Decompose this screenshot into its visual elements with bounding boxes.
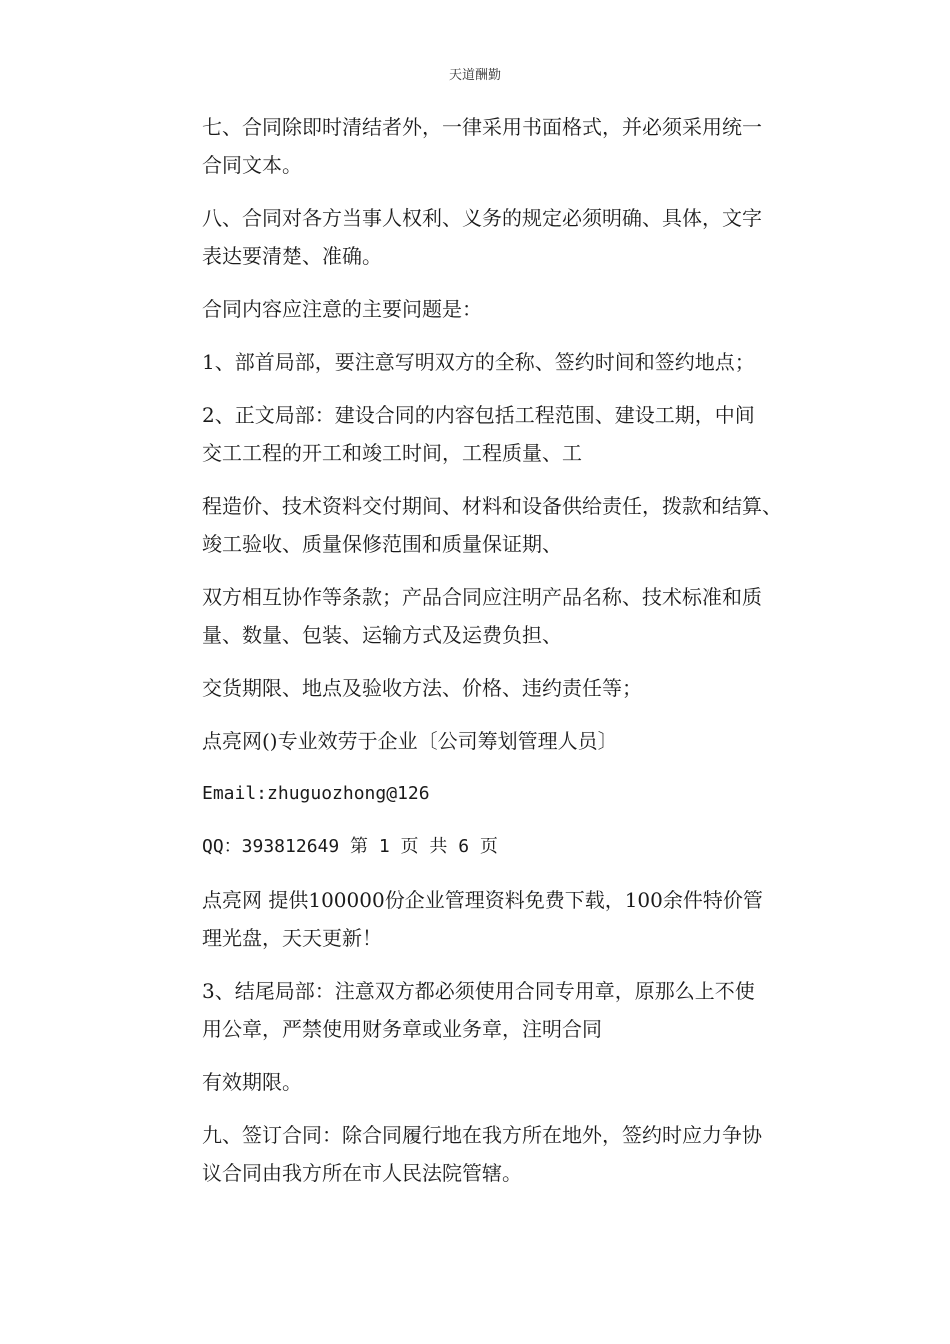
paragraph-item-1 xyxy=(148,343,818,381)
document-body xyxy=(148,108,818,1207)
paragraph-line: 合同内容应注意的主要问题是： xyxy=(202,297,482,321)
paragraph-promo-download xyxy=(148,881,818,957)
paragraph-item-3-cont xyxy=(148,1063,818,1101)
paragraph-line: 交工工程的开工和竣工时间，工程质量、工 xyxy=(202,441,582,465)
paragraph-main-issues xyxy=(148,290,818,328)
paragraph-line: 七、合同除即时清结者外，一律采用书面格式，并必须采用统一 xyxy=(202,115,762,139)
paragraph-line: 八、合同对各方当事人权利、义务的规定必须明确、具体，文字 xyxy=(202,206,762,230)
paragraph-rights-obligations xyxy=(148,199,818,275)
paragraph-line: 理光盘，天天更新！ xyxy=(202,926,382,950)
paragraph-line: 1、部首局部，要注意写明双方的全称、签约时间和签约地点； xyxy=(202,350,755,374)
paragraph-item-2-cont-c xyxy=(148,669,818,707)
paragraph-line: 合同文本。 xyxy=(202,153,302,177)
paragraph-item-2 xyxy=(148,396,818,472)
paragraph-line: 议合同由我方所在市人民法院管辖。 xyxy=(202,1161,522,1185)
paragraph-line: 双方相互协作等条款；产品合同应注明产品名称、技术标准和质 xyxy=(202,585,762,609)
paragraph-item-2-cont-b xyxy=(148,578,818,654)
email-text: Email:zhuguozhong@126 xyxy=(202,783,430,804)
paragraph-item-2-cont-a xyxy=(148,487,818,563)
paragraph-item-3 xyxy=(148,972,818,1048)
paragraph-qq-page xyxy=(148,828,818,866)
paragraph-line: 表达要清楚、准确。 xyxy=(202,244,382,268)
paragraph-line: 2、正文局部：建设合同的内容包括工程范围、建设工期，中间 xyxy=(202,403,755,427)
paragraph-line: 量、数量、包装、运输方式及运费负担、 xyxy=(202,623,562,647)
paragraph-contract-format xyxy=(148,108,818,184)
qq-page-number: QQ：393812649 第 1 页 共 6 页 xyxy=(202,836,498,857)
paragraph-line: 3、结尾局部：注意双方都必须使用合同专用章，原那么上不使 xyxy=(202,979,755,1003)
paragraph-email xyxy=(148,775,818,813)
paragraph-line: 竣工验收、质量保修范围和质量保证期、 xyxy=(202,532,562,556)
paragraph-line: 九、签订合同：除合同履行地在我方所在地外，签约时应力争协 xyxy=(202,1123,762,1147)
paragraph-line: 点亮网()专业效劳于企业〔公司筹划管理人员〕 xyxy=(202,729,618,753)
paragraph-line: 有效期限。 xyxy=(202,1070,302,1094)
paragraph-promo-company xyxy=(148,722,818,760)
paragraph-line: 交货期限、地点及验收方法、价格、违约责任等； xyxy=(202,676,642,700)
page-header: 天道酬勤 xyxy=(448,68,501,83)
paragraph-line: 用公章，严禁使用财务章或业务章，注明合同 xyxy=(202,1017,602,1041)
paragraph-line: 点亮网 提供100000份企业管理资料免费下载，100余件特价管 xyxy=(202,888,763,912)
paragraph-signing xyxy=(148,1116,818,1192)
paragraph-line: 程造价、技术资料交付期间、材料和设备供给责任，拨款和结算、 xyxy=(202,494,782,518)
